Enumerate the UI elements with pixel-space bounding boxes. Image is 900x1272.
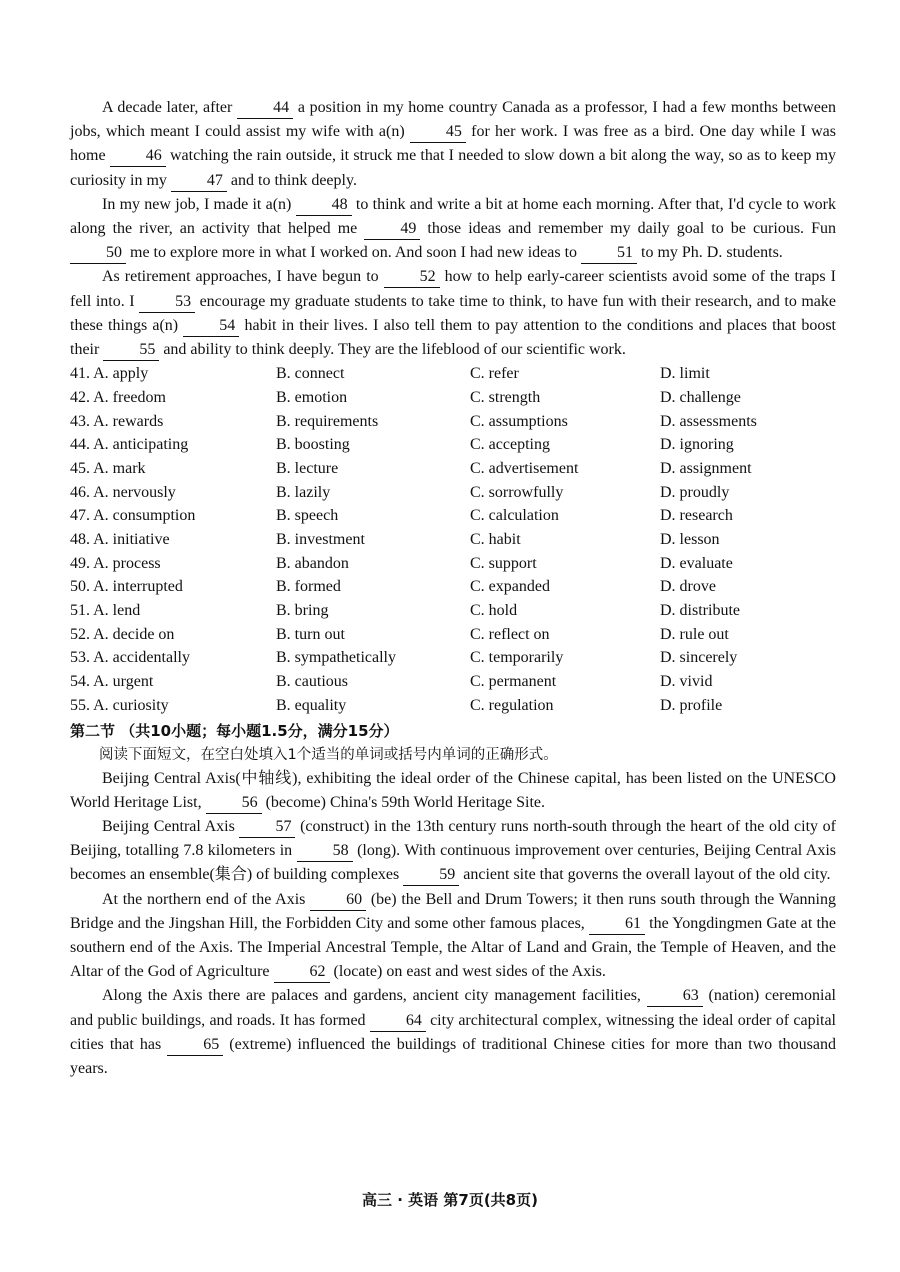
blank-46: 46 [110,146,166,167]
blank-63: 63 [647,986,703,1007]
option-b: B. emotion [276,388,348,406]
blank-55: 55 [103,340,159,361]
option-c: C. calculation [470,507,559,525]
answer-options [70,362,836,717]
option-d: D. distribute [660,602,740,620]
passage2-paragraph-4 [70,984,836,1081]
option-d: D. proudly [660,483,730,501]
option-a: 44. A. anticipating [70,436,189,454]
option-c: C. regulation [470,696,554,714]
blank-44: 44 [237,98,293,119]
option-row-51 [70,599,836,623]
text: (nation) ceremonial and public buildings, and roads. It has formed [70,987,836,1029]
option-b: B. abandon [276,554,349,572]
option-b: B. cautious [276,673,348,691]
option-b: B. requirements [276,412,379,430]
text: At the northern end of the Axis [102,890,311,908]
option-b: B. sympathetically [276,649,396,667]
option-row-46 [70,481,836,505]
blank-62: 62 [274,962,330,983]
option-d: D. assignment [660,459,752,477]
section-instruction: 阅读下面短文，在空白处填入1个适当的单词或括号内单词的正确形式。 [99,746,558,763]
text: ancient site that governs the overall layout of the old city. [459,866,831,884]
passage2-paragraph-2 [70,815,836,888]
option-c: C. reflect on [470,625,550,643]
option-d: D. evaluate [660,554,733,572]
option-d: D. drove [660,578,716,596]
option-c: C. strength [470,388,541,406]
option-a: 43. A. rewards [70,412,164,430]
option-a: 52. A. decide on [70,625,175,643]
option-b: B. investment [276,531,365,549]
option-c: C. sorrowfully [470,483,564,501]
passage1-paragraph-3 [70,265,836,362]
blank-50: 50 [70,243,126,264]
blank-56: 56 [206,793,262,814]
text: and to think deeply. [226,171,357,189]
text: A decade later, after [102,99,238,116]
option-a: 48. A. initiative [70,531,170,549]
option-c: C. temporarily [470,649,564,667]
option-c: C. accepting [470,436,550,454]
option-c: C. permanent [470,673,557,691]
blank-51: 51 [581,243,637,264]
text: (long). With continuous improvement over centuries, Beijing Central Axis becomes an ensemble(集合) of building complexes [70,842,837,884]
text: Beijing Central Axis(中轴线), exhibiting the ideal order of the Chinese capital, has been listed on the UNESCO World Heritage List, [70,769,836,811]
text: me to explore more in what I worked on. And soon I had new ideas to [126,244,582,262]
text: habit in their lives. I also tell them to pay attention to the conditions and places that boost their [70,316,837,359]
text: the Yongdingmen Gate at the southern end of the Axis. The Imperial Ancestral Temple, the Altar of Land and Grain, the Temple of Heaven, and the Altar of the God of Agriculture [70,914,836,981]
option-a: 46. A. nervously [70,483,176,501]
option-b: B. speech [276,507,339,525]
option-c: C. refer [470,365,519,383]
option-c: C. expanded [470,578,550,596]
option-a: 42. A. freedom [70,388,166,406]
blank-60: 60 [310,890,366,911]
page-footer: 高三 · 英语 第7页(共8页) [362,1191,538,1209]
text: and ability to think deeply. They are the lifeblood of our scientific work. [159,341,626,359]
text: In my new job, I made it a(n) [102,195,296,213]
blank-59: 59 [403,865,459,886]
option-row-44 [70,433,836,457]
option-row-54 [70,670,836,694]
text: As retirement approaches, I have begun to [102,268,384,286]
option-b: B. lecture [276,459,339,477]
option-row-50 [70,575,836,599]
text: (extreme) influenced the buildings of traditional Chinese cities for more than two thousand years. [70,1035,836,1077]
option-d: D. profile [660,696,723,714]
text: a position in my home country Canada as a professor, I had a few months between jobs, which meant I could assist my wife with a(n) [70,99,836,141]
option-b: B. formed [276,578,341,596]
option-d: D. sincerely [660,649,738,667]
blank-52: 52 [384,267,440,288]
option-row-52 [70,623,836,647]
blank-57: 57 [239,817,295,838]
exam-page [70,96,836,1081]
option-a: 49. A. process [70,554,161,572]
option-a: 55. A. curiosity [70,696,169,714]
option-row-55 [70,694,836,718]
blank-54: 54 [183,316,239,337]
text: Along the Axis there are palaces and gardens, ancient city management facilities, [102,987,647,1005]
blank-61: 61 [589,914,645,935]
passage1-paragraph-2 [70,193,836,266]
option-row-49 [70,552,836,576]
option-b: B. connect [276,365,345,383]
blank-47: 47 [171,171,227,192]
option-row-45 [70,457,836,481]
text: to think and write a bit at home each morning. After that, I'd cycle to work along the river, an activity that helped me [70,195,836,238]
option-row-42 [70,386,836,410]
blank-48: 48 [296,195,352,216]
text: (become) China's 59th World Heritage Site. [261,793,546,811]
option-a: 45. A. mark [70,459,146,477]
option-d: D. assessments [660,412,757,430]
option-d: D. ignoring [660,436,734,454]
text: (construct) in the 13th century runs north-south through the heart of the old city of Beijing, totalling 7.8 kilometers in [70,817,837,860]
option-row-43 [70,410,836,434]
option-d: D. vivid [660,673,713,691]
text: for her work. I was free as a bird. One day while I was home [70,123,836,165]
option-a: 41. A. apply [70,365,149,383]
blank-65: 65 [167,1035,223,1056]
text: to my Ph. D. students. [637,244,783,262]
option-a: 54. A. urgent [70,673,154,691]
text: city architectural complex, witnessing the ideal order of capital cities that has [70,1011,837,1053]
option-c: C. support [470,554,537,572]
blank-45: 45 [410,122,466,143]
passage1-paragraph-1 [70,96,836,193]
option-a: 51. A. lend [70,602,141,620]
option-d: D. research [660,507,733,525]
section-heading: 第二节 （共10小题；每小题1.5分，满分15分） [70,721,399,740]
text: Beijing Central Axis [102,817,240,835]
option-d: D. limit [660,365,710,383]
option-row-47 [70,504,836,528]
option-b: B. lazily [276,483,331,501]
option-d: D. lesson [660,531,720,549]
option-row-41 [70,362,836,386]
option-b: B. bring [276,602,329,620]
blank-53: 53 [139,292,195,313]
passage2-paragraph-3 [70,888,836,985]
passage2-paragraph-1 [70,767,836,815]
option-d: D. rule out [660,625,729,643]
option-b: B. boosting [276,436,350,454]
option-c: C. habit [470,531,521,549]
option-a: 47. A. consumption [70,507,196,525]
text: those ideas and remember my daily goal to be curious. Fun [420,220,836,238]
option-d: D. challenge [660,388,741,406]
text: (locate) on east and west sides of the Axis. [329,963,606,981]
option-a: 50. A. interrupted [70,578,183,596]
option-c: C. assumptions [470,412,568,430]
option-b: B. turn out [276,625,345,643]
blank-58: 58 [297,841,353,862]
option-c: C. hold [470,602,518,620]
option-row-48 [70,528,836,552]
option-row-53 [70,646,836,670]
option-a: 53. A. accidentally [70,649,190,667]
option-c: C. advertisement [470,459,579,477]
blank-64: 64 [370,1011,426,1032]
blank-49: 49 [364,219,420,240]
text: how to help early-career scientists avoid some of the traps I fell into. I [70,268,837,310]
text: encourage my graduate students to take time to think, to have fun with their research, and to make these things a(n) [70,292,836,334]
text: watching the rain outside, it struck me that I needed to slow down a bit along the way, so as to keep my curiosity in my [70,147,837,189]
text: (be) the Bell and Drum Towers; it then runs south through the Wanning Bridge and the Jingshan Hill, the Forbidden City and some other famous places, [70,890,836,932]
option-b: B. equality [276,696,347,714]
